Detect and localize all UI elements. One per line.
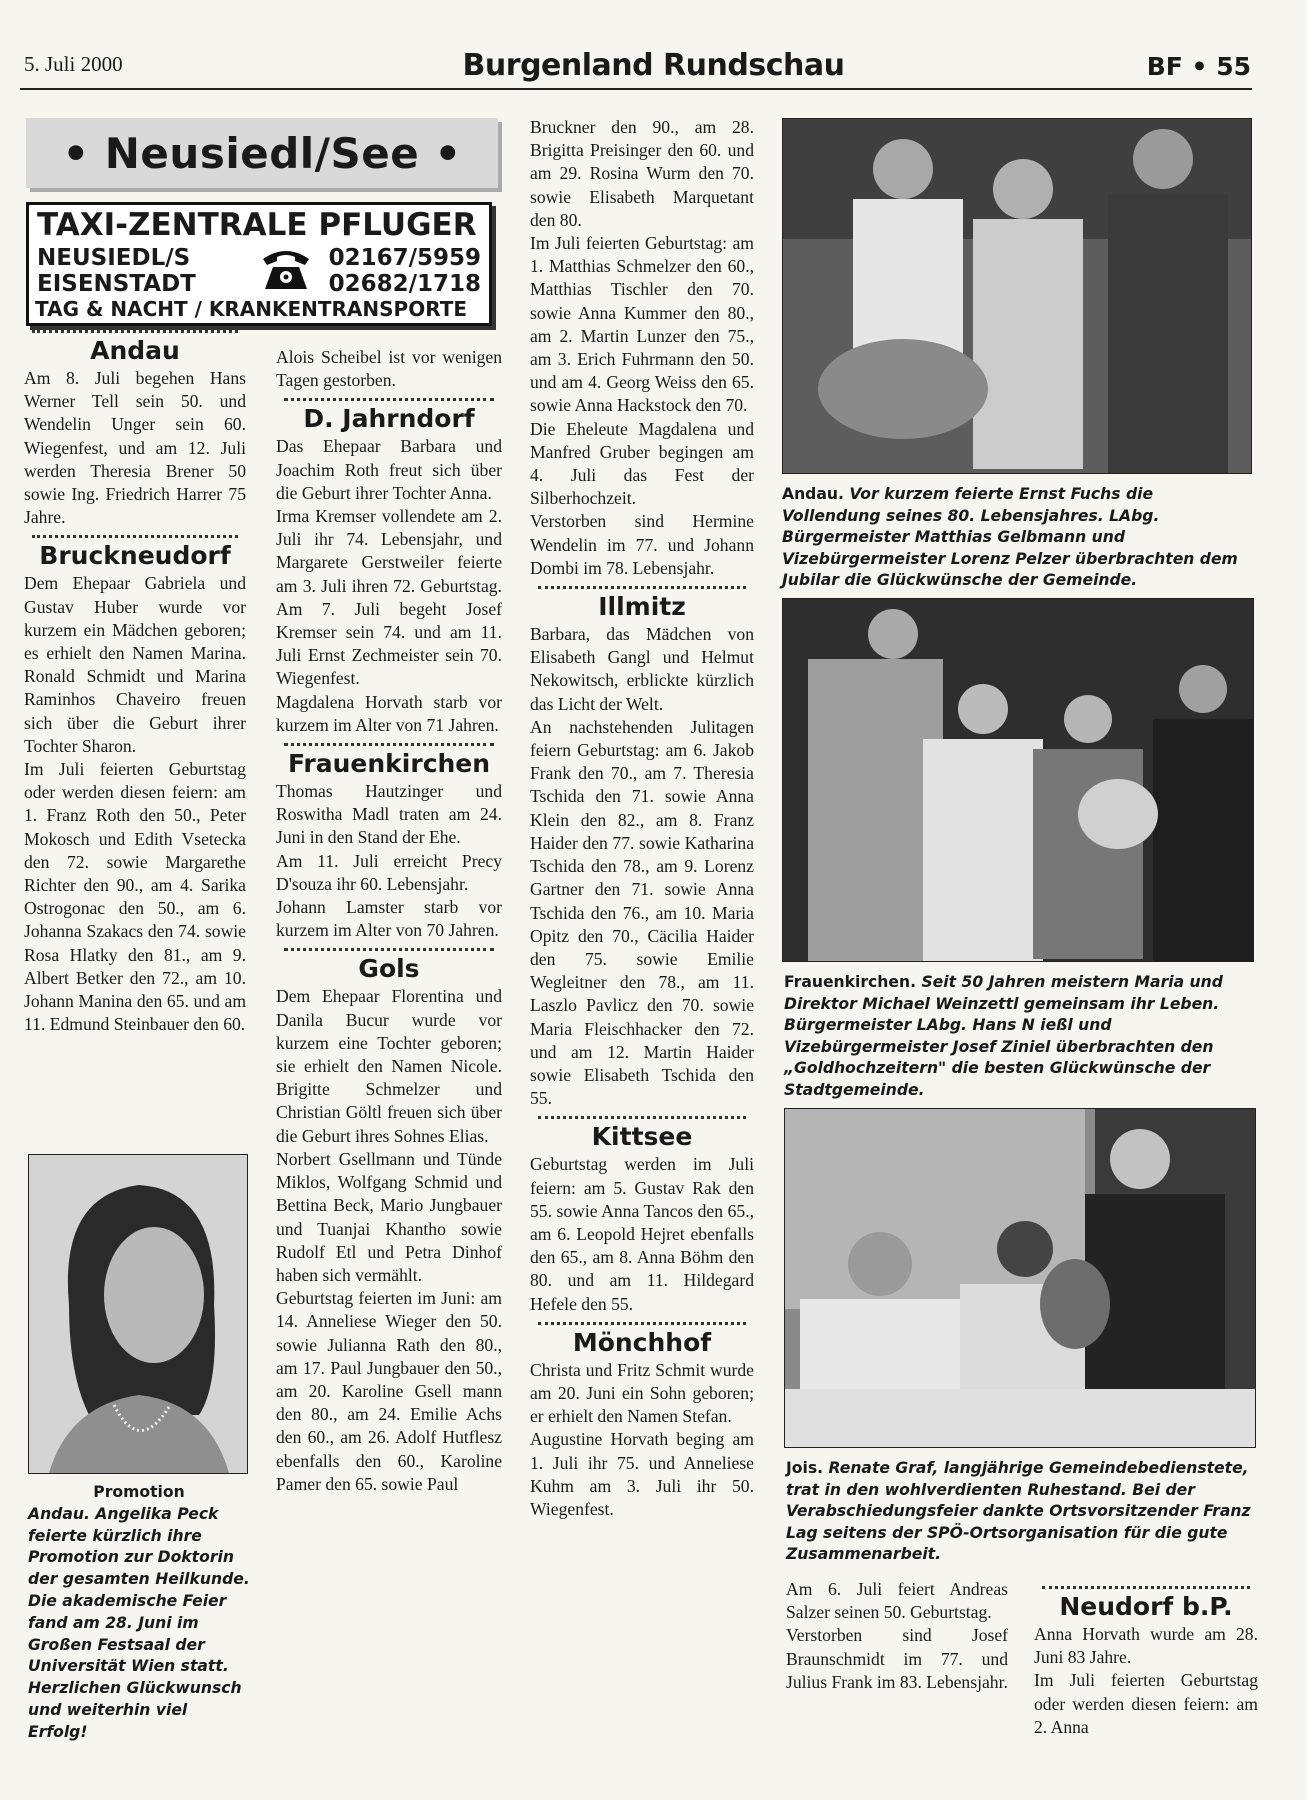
telephone-icon bbox=[261, 245, 311, 291]
portrait-image bbox=[29, 1155, 247, 1473]
separator bbox=[284, 743, 494, 746]
photo-andau bbox=[782, 118, 1252, 474]
portrait-photo bbox=[28, 1154, 248, 1474]
caption-andau bbox=[782, 484, 1256, 592]
article-text: Johann Lamster starb vor kurzem im Alter von 70 Jahren. bbox=[276, 897, 502, 941]
article-text: Dem Ehepaar Florentina und Danila Bucur wurde vor kurzem eine Tochter geboren; sie erhielt den Namen Nicole. Brigitte Schmelzer und Christian Göltl freuen sich über die Geburt ihres Sohnes Elias. bbox=[276, 986, 502, 1146]
column-4 bbox=[786, 1578, 1008, 1694]
taxi-advertisement bbox=[26, 202, 492, 326]
caption-place: Andau. bbox=[782, 485, 844, 503]
caption-text: Seit 50 Jahren meistern Maria und Direktor Michael Weinzettl gemeinsam ihr Leben. Bürgermeister LAbg. Hans N ießl und Vizebürgermeister Josef Ziniel überbrachten den „Goldhochzeitern" die besten Glückwünsche der Stadtgemeinde. bbox=[784, 973, 1223, 1099]
separator bbox=[538, 586, 746, 589]
separator bbox=[538, 1116, 746, 1119]
section-heading-andau: Andau bbox=[90, 336, 180, 365]
section-heading-bruckneudorf: Bruckneudorf bbox=[39, 541, 231, 571]
article-text: Am 6. Juli feiert Andreas Salzer seinen 50. Geburtstag. bbox=[786, 1579, 1008, 1623]
article-text: Verstorben sind Hermine Wendelin im 77. und Johann Dombi im 78. Lebensjahr. bbox=[530, 511, 754, 578]
separator bbox=[284, 948, 494, 951]
article-text: Im Juli feierten Geburtstag oder werden diesen feiern: am 1. Franz Roth den 50., Peter Mokosch und Edith Vsetecka den 72. sowie Margarethe Richter den 90., am 4. Sarika Ostrogonac den 50., am 6. Johanna Szakacs den 74. sowie Rosa Hlatky den 81., am 9. Albert Betker den 72., am 10. Johann Manina den 65. und am 11. Edmund Steinbauer den 60. bbox=[24, 759, 246, 1035]
article-text: Norbert Gsellmann und Tünde Miklos, Wolfgang Schmid und Bettina Beck, Mario Jungbauer und Tuanjai Khantho sowie Rudolf Etl und Petra Dinhof haben sich vermählt. bbox=[276, 1148, 502, 1285]
caption-place: Frauenkirchen. bbox=[784, 973, 916, 991]
caption-text: Vor kurzem feierte Ernst Fuchs die Vollendung seines 80. Lebensjahres. LAbg. Bürgermeister Matthias Gelbmann und Vizebürgermeister Lorenz Pelzer überbrachten dem Jubilar die Glückwünsche der Gemeinde. bbox=[782, 485, 1238, 589]
article-text: Bruckner den 90., am 28. Brigitta Preisinger den 60. und am 29. Rosina Wurm den 70. sowie Elisabeth Marquetant den 80. bbox=[530, 117, 754, 230]
promo-title: Promotion bbox=[93, 1483, 185, 1501]
caption-frauenkirchen bbox=[784, 972, 1258, 1101]
column-5 bbox=[1034, 1578, 1258, 1739]
photo-jois-image bbox=[785, 1109, 1255, 1447]
article-text: Im Juli feierten Geburtstag oder werden diesen feiern: am 2. Anna bbox=[1034, 1670, 1258, 1737]
article-text: Dem Ehepaar Gabriela und Gustav Huber wurde vor kurzem ein Mädchen geboren; es erhielt den Namen Marina. Ronald Schmidt und Marina Raminhos Chaveiro freuen sich über die Geburt ihrer Tochter Sharon. bbox=[24, 573, 246, 756]
article-text: Am 8. Juli begehen Hans Werner Tell sein 50. und Wendelin Unger sein 60. Wiegenfest, und am 12. Juli werden Theresia Brener 50 sowie Ing. Friedrich Harrer 75 Jahre. bbox=[24, 368, 246, 528]
ad-city-2: EISENSTADT bbox=[37, 271, 196, 297]
region-banner bbox=[26, 118, 498, 188]
article-text: Anna Horvath wurde am 28. Juni 83 Jahre. bbox=[1034, 1624, 1258, 1668]
section-heading-kittsee: Kittsee bbox=[591, 1122, 693, 1152]
article-text: Irma Kremser vollendete am 2. Juli ihr 74. Lebensjahr, und Margarete Gerstweiler feierte am 3. Juli ihren 72. Geburtstag. Am 7. Juli begeht Josef Kremser sein 74. und am 11. Juli Ernst Zechmeister sein 70. Wiegenfest. bbox=[276, 506, 502, 689]
article-text: Die Eheleute Magdalena und Manfred Gruber begingen am 4. Juli das Fest der Silberhochzeit. bbox=[530, 418, 754, 509]
section-heading-d-jahrndorf: D. Jahrndorf bbox=[303, 404, 475, 434]
article-text: Magdalena Horvath starb vor kurzem im Alter von 71 Jahren. bbox=[276, 691, 502, 735]
ad-phone-2: 02682/1718 bbox=[328, 271, 481, 297]
section-heading-neudorf: Neudorf b.P. bbox=[1059, 1592, 1233, 1621]
article-text: An nachstehenden Julitagen feiern Geburtstag: am 6. Jakob Frank den 70., am 7. Theresia Tschida den 71. sowie Anna Klein den 82., am 8. Franz Haider den 77. sowie Katharina Tschida den 78., am 9. Lorenz Gartner den 71. sowie Anna Tschida den 76., am 10. Maria Opitz den 70., Cäcilia Haider den 75. sowie Emilie Wegleitner den 78., am 11. Laszlo Pavlicz den 70. sowie Maria Fleischhacker den 72. und am 12. Martin Haider sowie Elisabeth Tschida den 55. bbox=[530, 716, 754, 1109]
column-1 bbox=[24, 330, 246, 1036]
separator bbox=[1042, 1586, 1250, 1589]
article-text: Barbara, das Mädchen von Elisabeth Gangl und Helmut Nekowitsch, erblickte kürzlich das Licht der Welt. bbox=[530, 624, 754, 714]
separator bbox=[538, 1322, 746, 1325]
article-text: Christa und Fritz Schmit wurde am 20. Juni ein Sohn geboren; er erhielt den Namen Stefan. bbox=[530, 1359, 754, 1427]
header-rule bbox=[20, 88, 1252, 90]
ad-city-1: NEUSIEDL/S bbox=[37, 245, 191, 271]
section-heading-gols: Gols bbox=[358, 954, 420, 984]
photo-frauenkirchen-image bbox=[783, 599, 1253, 961]
section-heading-illmitz: Illmitz bbox=[598, 592, 686, 622]
newspaper-title: Burgenland Rundschau bbox=[462, 48, 845, 83]
region-title: • Neusiedl/See • bbox=[62, 128, 462, 178]
separator bbox=[32, 535, 238, 538]
column-3 bbox=[530, 116, 754, 1521]
article-text: Das Ehepaar Barbara und Joachim Roth freut sich über die Geburt ihrer Tochter Anna. bbox=[276, 436, 502, 503]
photo-frauenkirchen bbox=[782, 598, 1254, 962]
caption-place: Jois. bbox=[786, 1459, 824, 1477]
separator bbox=[284, 398, 494, 401]
caption-jois bbox=[786, 1458, 1260, 1566]
promo-caption bbox=[28, 1482, 250, 1744]
article-text: Augustine Horvath beging am 1. Juli ihr 75. und Anneliese Kuhm am 3. Juli ihr 50. Wiegenfest. bbox=[530, 1429, 754, 1519]
photo-andau-image bbox=[783, 119, 1251, 473]
ad-company-name: TAXI-ZENTRALE PFLUGER bbox=[37, 207, 477, 243]
article-text: Geburtstag werden im Juli feiern: am 5. Gustav Rak den 55. sowie Anna Tancos den 65., am 6. Leopold Hejret ebenfalls den 65., am 8. Anna Böhm den 80. und am 11. Hildegard Hefele den 55. bbox=[530, 1154, 754, 1314]
article-text: Am 11. Juli erreicht Precy D'souza ihr 60. Lebensjahr. bbox=[276, 850, 502, 894]
article-text: Thomas Hautzinger und Roswitha Madl traten am 24. Juni in den Stand der Ehe. bbox=[276, 781, 502, 848]
ad-tagline: TAG & NACHT / KRANKENTRANSPORTE bbox=[35, 297, 468, 321]
issue-date: 5. Juli 2000 bbox=[24, 52, 123, 76]
article-text: Alois Scheibel ist vor wenigen Tagen gestorben. bbox=[276, 347, 502, 391]
section-heading-frauenkirchen: Frauenkirchen bbox=[287, 749, 491, 779]
caption-text: Renate Graf, langjährige Gemeindebedienstete, trat in den wohlverdienten Ruhestand. Bei der Verabschiedungsfeier dankte Ortsvorsitzender Franz Lag seitens der SPÖ-Ortsorganisation für die gute Zusammenarbeit. bbox=[786, 1459, 1251, 1563]
page-number: BF • 55 bbox=[1146, 52, 1251, 81]
article-text: Verstorben sind Josef Braunschmidt im 77. und Julius Frank im 83. Lebensjahr. bbox=[786, 1625, 1008, 1692]
promo-text: Andau. Angelika Peck feierte kürzlich ihre Promotion zur Doktorin der gesamten Heilkunde. Die akademische Feier fand am 28. Juni im Großen Festsaal der Universität Wien statt. Herzlichen Glückwunsch und weiterhin viel Erfolg! bbox=[28, 1504, 250, 1741]
section-heading-moenchhof: Mönchhof bbox=[572, 1327, 712, 1357]
ad-phone-1: 02167/5959 bbox=[328, 245, 481, 271]
column-2 bbox=[276, 346, 502, 1496]
article-text: Im Juli feierten Geburtstag: am 1. Matthias Schmelzer den 60., Matthias Tischler den 70. sowie Anna Kummer den 80., am 2. Martin Lunzer den 75., am 3. Erich Fuhrmann den 50. und am 4. Georg Weiss den 65. sowie Anna Hackstock den 70. bbox=[530, 233, 754, 416]
photo-jois bbox=[784, 1108, 1256, 1448]
separator bbox=[32, 330, 238, 333]
article-text: Geburtstag feierten im Juni: am 14. Anneliese Wieger den 50. sowie Julianna Rath den 80., am 17. Paul Jungbauer den 50., am 20. Karoline Gsell mann den 80., am 24. Emilie Achs den 60., am 26. Adolf Hutflesz ebenfalls den 60., Karoline Pamer den 65. sowie Paul bbox=[276, 1288, 502, 1494]
